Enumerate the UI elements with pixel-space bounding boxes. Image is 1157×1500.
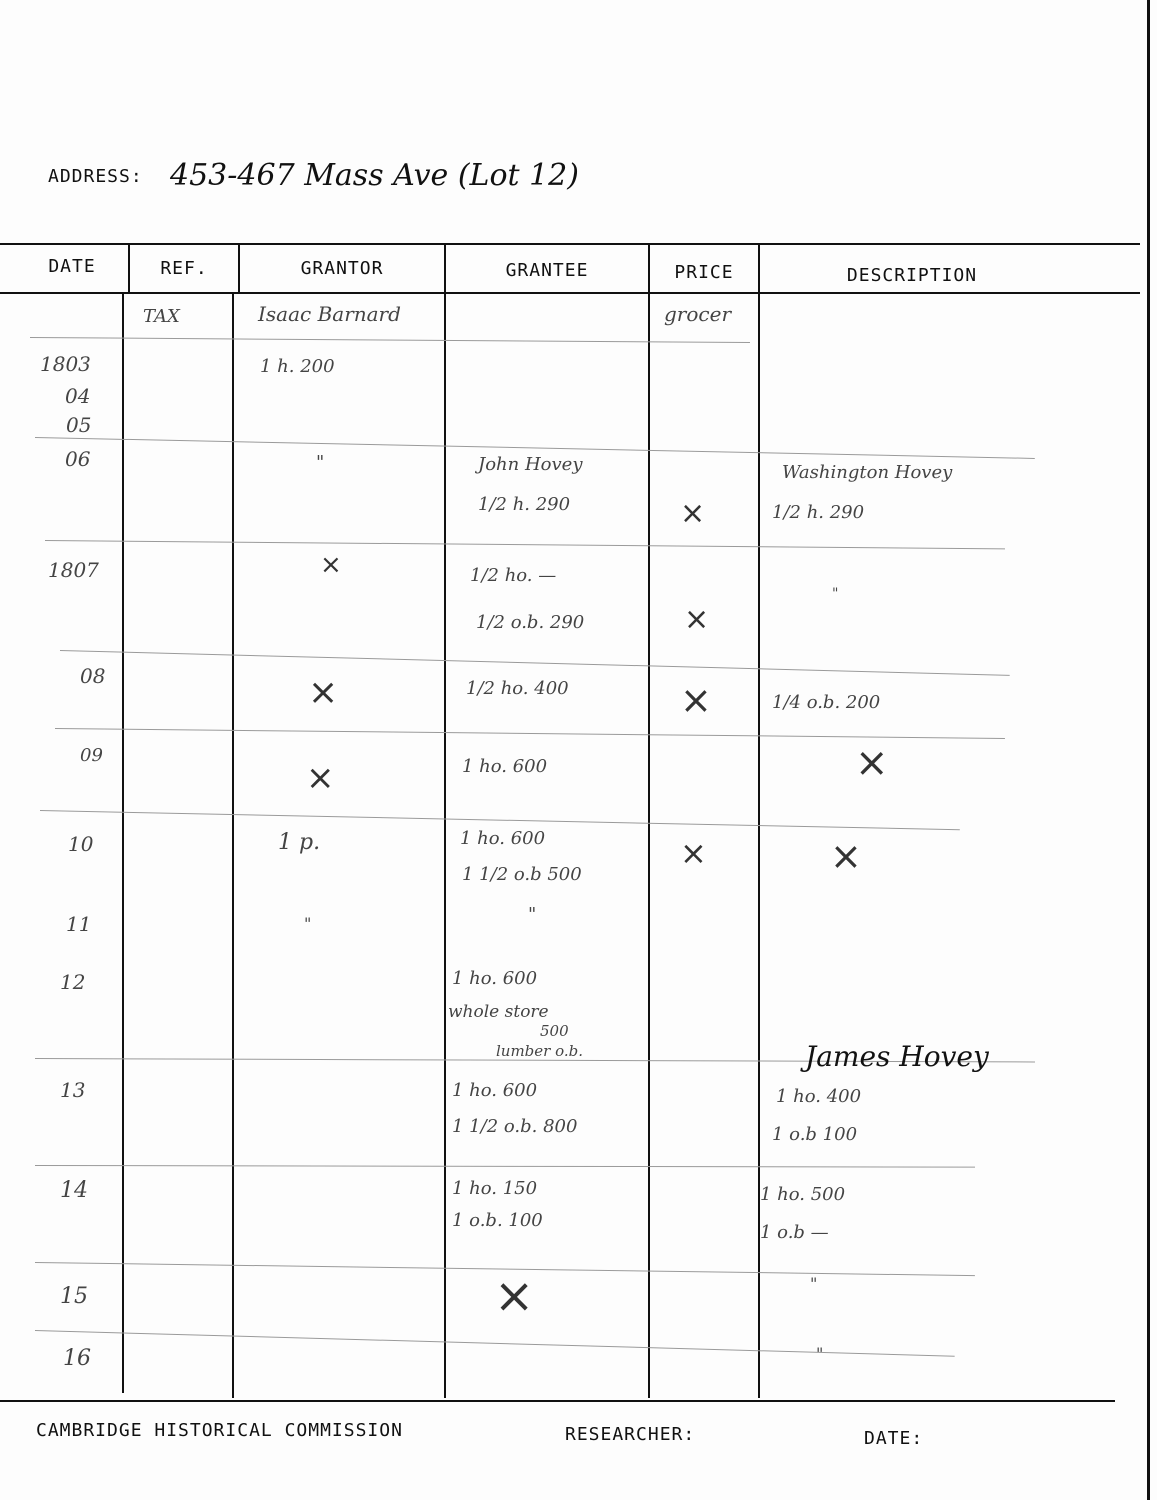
grantor-1803: 1 h. 200 [260, 356, 335, 377]
grantor-06-ditto: " [316, 452, 325, 473]
cross-mark: × [308, 672, 339, 713]
grantor-11-ditto: " [304, 914, 312, 933]
table-header-rule [0, 292, 1140, 294]
grantee-10-b: 1 1/2 o.b 500 [462, 864, 582, 885]
cross-mark: × [684, 602, 710, 637]
table-top-rule [0, 243, 1140, 245]
cross-mark: × [680, 834, 707, 872]
year-1807: 1807 [48, 558, 99, 582]
year-09: 09 [80, 745, 103, 766]
column-divider-ref-lower [232, 293, 234, 1398]
grantee-09: 1 ho. 600 [462, 756, 548, 777]
column-header-grantor: GRANTOR [300, 258, 384, 279]
grantee-13-b: 1 1/2 o.b. 800 [452, 1116, 578, 1137]
grantee-12-c: 500 [540, 1022, 569, 1040]
grantee-12-b: whole store [448, 1002, 549, 1022]
year-15: 15 [60, 1284, 88, 1309]
grantee-1807-b: 1/2 o.b. 290 [476, 612, 585, 633]
column-divider-grantor [444, 243, 446, 1398]
column-divider-date-lower [122, 293, 124, 1393]
year-1803: 1803 [40, 352, 91, 376]
ref-tax: TAX [143, 306, 180, 327]
column-header-ref: REF. [160, 258, 208, 279]
column-divider-date [128, 243, 130, 293]
grantee-08: 1/2 ho. 400 [466, 678, 569, 699]
footer-organization: CAMBRIDGE HISTORICAL COMMISSION [36, 1420, 403, 1441]
grantee-11-ditto: " [528, 904, 537, 925]
column-header-grantee: GRANTEE [505, 260, 589, 281]
cross-mark: × [494, 1268, 535, 1324]
pencil-rule [35, 1165, 975, 1168]
address-label: ADDRESS: [48, 166, 143, 187]
year-14: 14 [60, 1178, 88, 1203]
year-10: 10 [68, 832, 94, 856]
grantee-14-b: 1 o.b. 100 [452, 1210, 543, 1231]
column-header-description: DESCRIPTION [846, 265, 978, 286]
year-05: 05 [66, 413, 92, 437]
price-top: grocer [664, 302, 732, 326]
description-06-name: Washington Hovey [782, 462, 953, 483]
grantee-14-a: 1 ho. 150 [452, 1178, 538, 1199]
description-14-b: 1 o.b — [760, 1222, 829, 1243]
grantee-12-d: lumber o.b. [496, 1042, 584, 1060]
column-header-price: PRICE [674, 262, 734, 283]
description-08: 1/4 o.b. 200 [772, 692, 881, 713]
grantee-06-value: 1/2 h. 290 [478, 494, 571, 515]
cross-mark: × [855, 740, 889, 786]
description-16-ditto: " [816, 1344, 824, 1363]
footer-researcher-label: RESEARCHER: [565, 1424, 696, 1445]
year-13: 13 [60, 1078, 86, 1102]
year-12: 12 [60, 970, 86, 994]
cross-mark: × [680, 496, 706, 531]
description-13-name: James Hovey [805, 1040, 989, 1073]
footer-date-label: DATE: [864, 1428, 924, 1449]
description-15-ditto: " [810, 1274, 818, 1293]
grantee-12-a: 1 ho. 600 [452, 968, 538, 989]
column-divider-ref [238, 243, 240, 293]
year-08: 08 [80, 664, 106, 688]
grantor-10: 1 p. [278, 830, 321, 855]
year-04: 04 [65, 384, 91, 408]
table-bottom-rule [0, 1400, 1115, 1402]
cross-mark: × [680, 678, 712, 722]
description-06-value: 1/2 h. 290 [772, 502, 865, 523]
pencil-rule [55, 728, 1005, 739]
grantee-10-a: 1 ho. 600 [460, 828, 546, 849]
grantee-13-a: 1 ho. 600 [452, 1080, 538, 1101]
cross-mark: × [320, 550, 342, 580]
right-page-edge [1147, 0, 1150, 1500]
cross-mark: × [830, 834, 862, 878]
grantor-top: Isaac Barnard [258, 302, 401, 326]
description-13-a: 1 ho. 400 [776, 1086, 862, 1107]
pencil-rule [30, 337, 750, 343]
pencil-rule [45, 540, 1005, 549]
pencil-rule [60, 650, 1010, 676]
year-16: 16 [63, 1346, 91, 1371]
column-divider-grantee [648, 243, 650, 1398]
description-1807-ditto: " [832, 586, 839, 602]
description-14-a: 1 ho. 500 [760, 1184, 846, 1205]
year-11: 11 [66, 912, 92, 936]
cross-mark: × [306, 758, 335, 798]
year-06: 06 [65, 447, 91, 471]
grantee-06-name: John Hovey [478, 454, 583, 475]
column-header-date: DATE [48, 256, 96, 277]
description-13-b: 1 o.b 100 [772, 1124, 858, 1145]
address-value: 453-467 Mass Ave (Lot 12) [170, 158, 579, 193]
grantee-1807-a: 1/2 ho. — [470, 565, 557, 586]
